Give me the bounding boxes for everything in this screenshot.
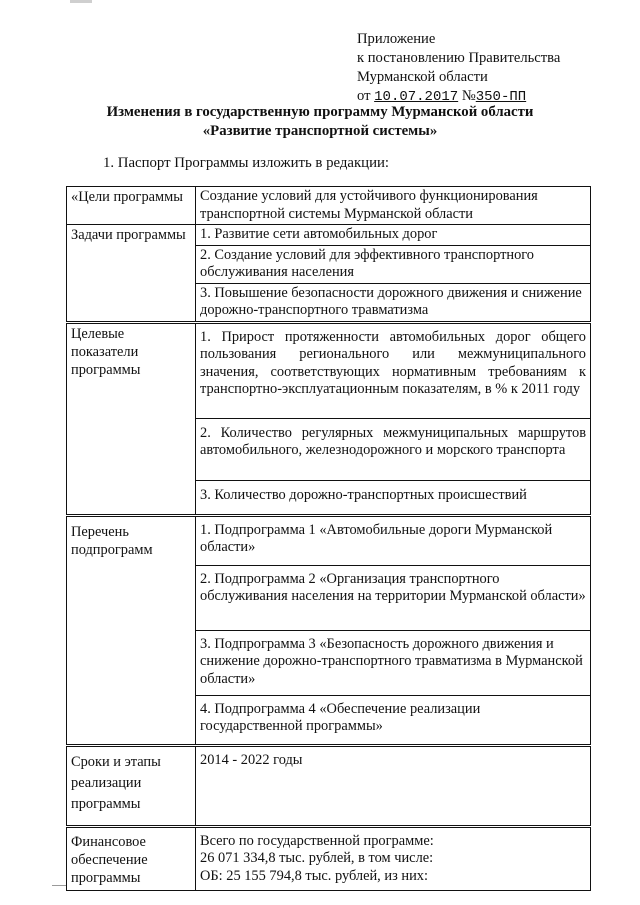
- table-row-subprograms: [67, 515, 591, 565]
- finance-value: [196, 826, 591, 890]
- indicator-item: 3. Количество дорожно-транспортных происшествий: [196, 480, 591, 515]
- task-item: 3. Повышение безопасности дорожного движения и снижение дорожно-транспортного травматизма: [196, 283, 591, 322]
- appendix-number: 350-ПП: [475, 89, 527, 105]
- indicator-item: 2. Количество регулярных межмуниципальных маршрутов автомобильного, железнодорожного и морского транспорта: [196, 418, 591, 480]
- subprogram-item: 1. Подпрограмма 1 «Автомобильные дороги Мурманской области»: [196, 515, 591, 565]
- finance-line: Всего по государственной программе:: [200, 832, 434, 849]
- appendix-block: [357, 30, 560, 107]
- scan-mark-top: [70, 0, 92, 3]
- document-title: [0, 103, 640, 141]
- table-row-tasks: [67, 225, 591, 246]
- appendix-number-sign: №: [461, 88, 476, 104]
- table-row-terms: [67, 745, 591, 826]
- subprogram-item: 2. Подпрограмма 2 «Организация транспортного обслуживания населения на территории Мурманской области»: [196, 565, 591, 630]
- appendix-line-3: Мурманской области: [357, 69, 488, 85]
- subprogram-item: 3. Подпрограмма 3 «Безопасность дорожного движения и снижение дорожно-транспортного травматизма в Мурманской области»: [196, 630, 591, 695]
- table-row-finance: [67, 826, 591, 890]
- appendix-line-2: к постановлению Правительства: [357, 50, 561, 66]
- tasks-label: Задачи программы: [67, 225, 196, 323]
- goals-value: Создание условий для устойчивого функционирования транспортной системы Мурманской области: [196, 187, 591, 225]
- appendix-line-1: Приложение: [357, 31, 436, 47]
- terms-label: Сроки и этапы реализации программы: [67, 745, 196, 826]
- appendix-from: от: [357, 88, 371, 104]
- terms-value: 2014 - 2022 годы: [196, 745, 591, 826]
- document-title-line-2: «Развитие транспортной системы»: [202, 123, 438, 139]
- finance-line: ОБ: 25 155 794,8 тыс. рублей, из них:: [200, 867, 428, 884]
- table-row-goals: [67, 187, 591, 225]
- program-passport-table: [66, 186, 591, 891]
- finance-label: Финансовое обеспечение программы: [67, 826, 196, 890]
- task-item: 1. Развитие сети автомобильных дорог: [196, 225, 591, 246]
- subprograms-label: Перечень подпрограмм: [67, 515, 196, 745]
- goals-label: «Цели программы: [67, 187, 196, 225]
- indicator-item: 1. Прирост протяженности автомобильных дорог общего пользования регионального или межмуниципального значения, соответствующих нормативным требованиям к транспортно-эксплуатационным показателям, в % к 2011 году: [196, 322, 591, 418]
- indicators-label: Целевые показатели программы: [67, 322, 196, 515]
- finance-line: 26 071 334,8 тыс. рублей, в том числе:: [200, 850, 434, 866]
- subprogram-item: 4. Подпрограмма 4 «Обеспечение реализации государственной программы»: [196, 695, 591, 745]
- task-item: 2. Создание условий для эффективного транспортного обслуживания населения: [196, 245, 591, 283]
- appendix-date: 10.07.2017: [374, 89, 459, 105]
- table-row-indicators: [67, 322, 591, 418]
- scan-mark-bottom: [52, 885, 66, 886]
- document-title-line-1: Изменения в государственную программу Мурманской области: [106, 104, 534, 120]
- intro-text: 1. Паспорт Программы изложить в редакции:: [103, 155, 390, 171]
